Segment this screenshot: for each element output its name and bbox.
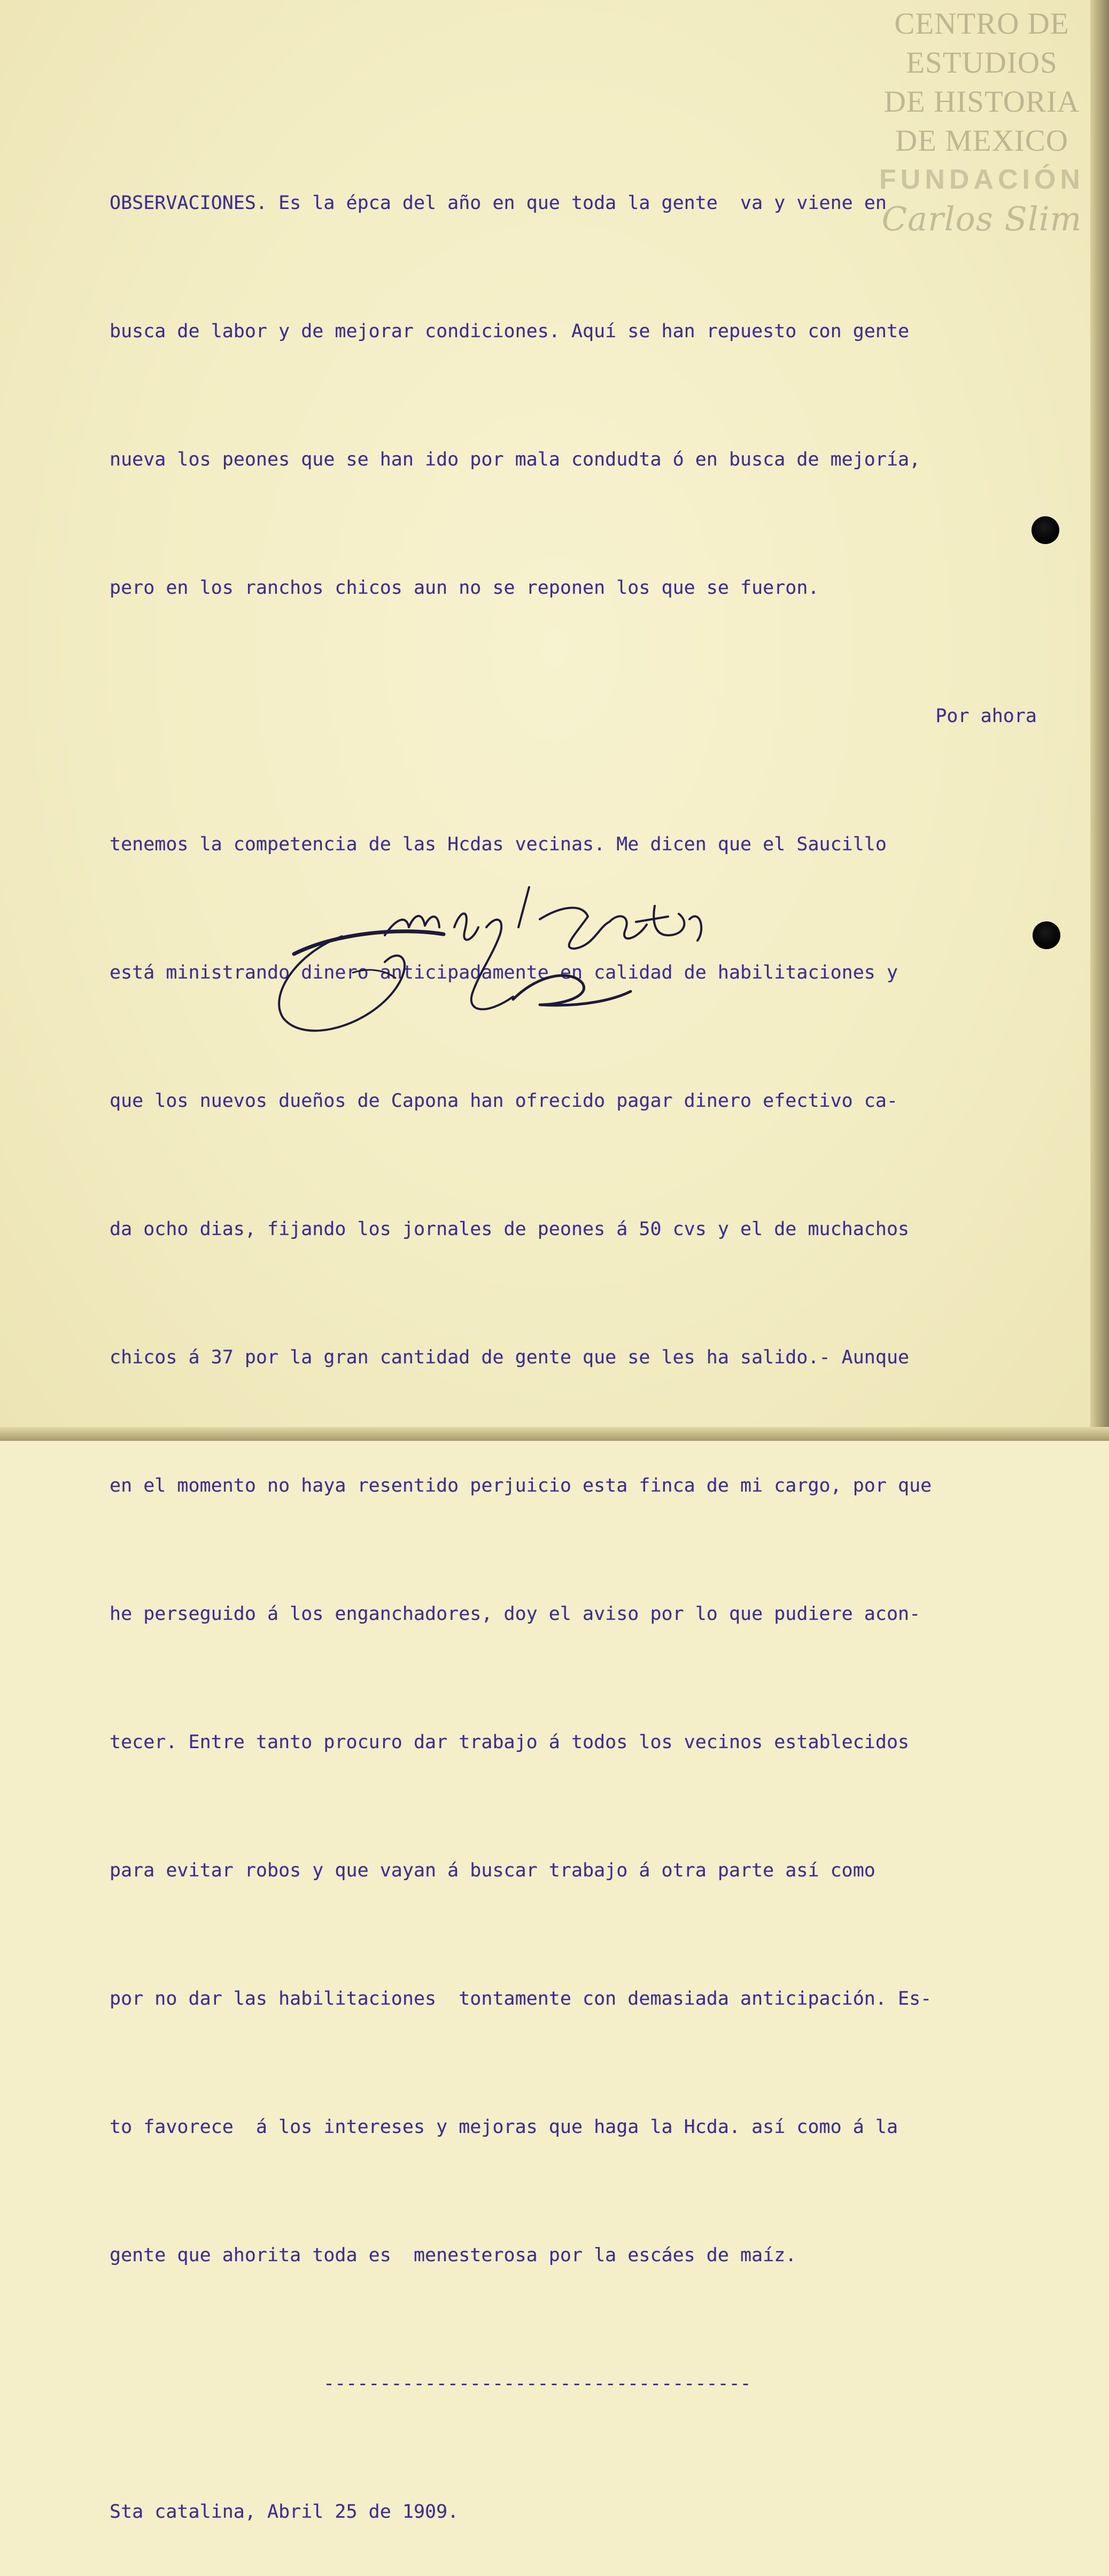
watermark-line: ESTUDIOS: [906, 46, 1058, 80]
binder-hole: [1033, 921, 1060, 949]
letter-line: tecer. Entre tanto procuro dar trabajo á todos los vecinos establecidos: [110, 1732, 910, 1753]
letter-line: está ministrando dinero anticipadamente en calidad de habilitaciones y: [110, 962, 898, 983]
letter-line: tenemos la competencia de las Hcdas vecinas. Me dicen que el Saucillo: [110, 834, 887, 855]
letter-line: to favorece á los intereses y mejoras que haga la Hcda. así como á la: [110, 2116, 898, 2138]
letter-line: he perseguido á los enganchadores, doy el aviso por lo que pudiere acon-: [110, 1603, 921, 1625]
watermark-signature: Carlos Slim: [881, 199, 1082, 238]
letter-line: pero en los ranchos chicos aun no se reponen los que se fueron.: [110, 577, 819, 599]
letter-line: OBSERVACIONES. Es la épca del año en que toda la gente va y viene en: [110, 192, 887, 214]
watermark-line: CENTRO DE: [894, 7, 1069, 41]
separator-line: --------------------------------------: [323, 2373, 751, 2394]
letter-line: busca de labor y de mejorar condiciones. Aquí se han repuesto con gente: [110, 321, 910, 342]
letter-line: nueva los peones que se han ido por mala condudta ó en busca de mejoría,: [110, 449, 921, 470]
letter-line: chicos á 37 por la gran cantidad de gente que se les ha salido.- Aunque: [110, 1347, 910, 1368]
letter-line: por no dar las habilitaciones tontamente con demasiada anticipación. Es-: [110, 1988, 932, 2009]
letter-line: gente que ahorita toda es menesterosa por la escáes de maíz.: [110, 2245, 797, 2266]
letter-line: da ocho dias, fijando los jornales de peones á 50 cvs y el de muchachos: [110, 1219, 910, 1240]
binder-hole: [1032, 516, 1059, 544]
letter-line: en el momento no haya resentido perjuicio esta finca de mi cargo, por que: [110, 1475, 932, 1496]
watermark-line: DE HISTORIA: [883, 85, 1080, 119]
watermark-foundation: FUNDACIÓN: [879, 164, 1084, 195]
watermark-line: DE MEXICO: [895, 124, 1069, 158]
letter-line: que los nuevos dueños de Capona han ofrecido pagar dinero efectivo ca-: [110, 1090, 898, 1112]
handwritten-signature: [262, 876, 764, 1037]
place-date: Sta catalina, Abril 25 de 1909.: [110, 2501, 459, 2523]
letter-line-right: Por ahora: [935, 705, 1037, 727]
typewritten-letter: [110, 96, 1061, 2576]
letter-line: para evitar robos y que vayan á buscar trabajo á otra parte así como: [110, 1860, 875, 1881]
